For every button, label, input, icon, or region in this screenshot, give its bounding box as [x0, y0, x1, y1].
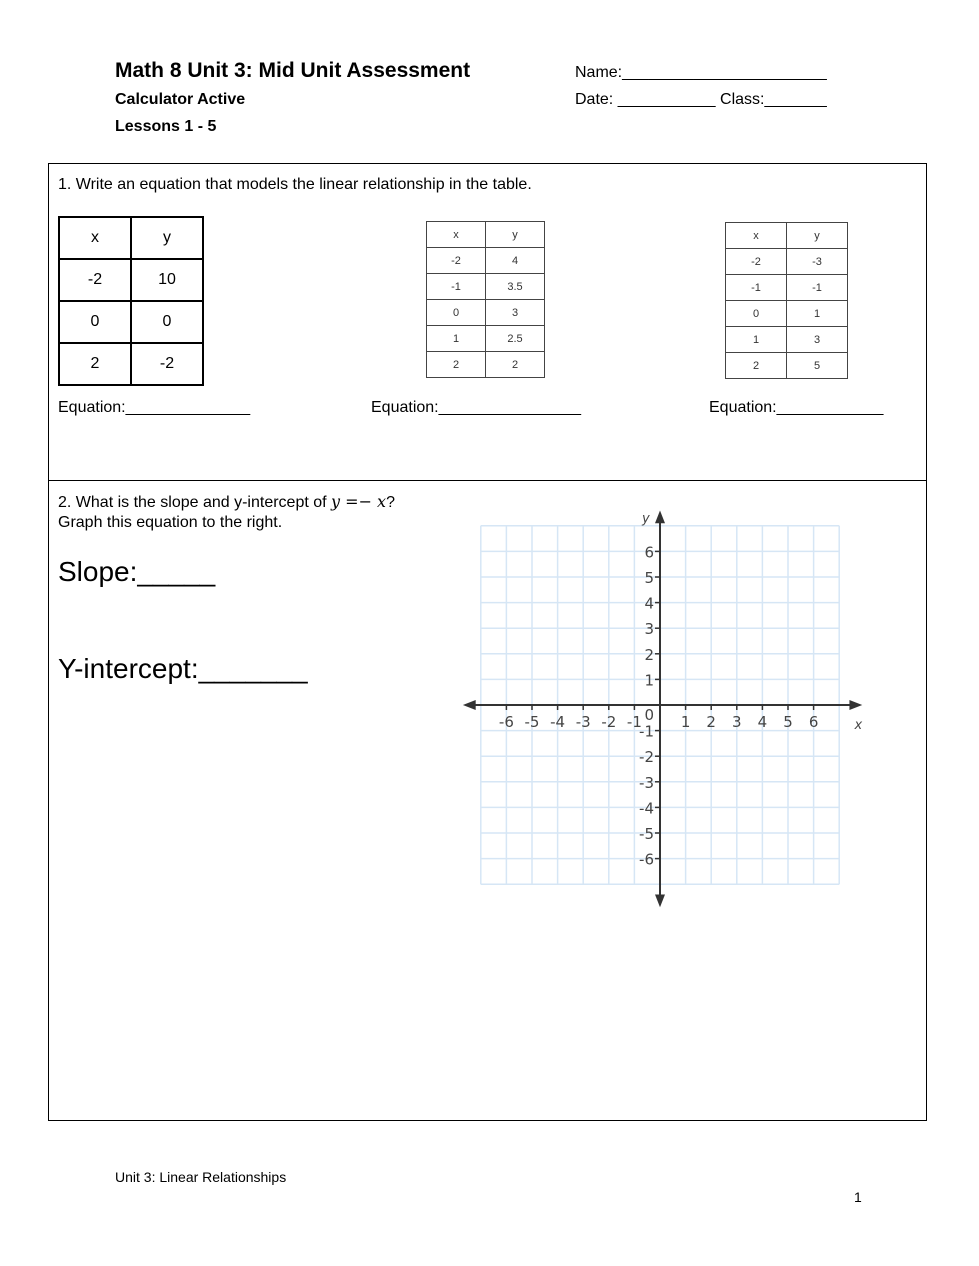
table-row — [726, 327, 848, 353]
table-cell: 3.5 — [486, 274, 545, 300]
x-tick-label: -5 — [524, 713, 540, 731]
y-tick-label: 5 — [644, 569, 654, 587]
table-row — [59, 301, 203, 343]
y-tick-label: -6 — [639, 850, 654, 869]
q1-prompt: 1. Write an equation that models the linear relationship in the table. — [58, 176, 532, 193]
lessons-label: Lessons 1 - 5 — [115, 118, 217, 135]
x-tick-label: -4 — [550, 713, 566, 731]
column-header: y — [787, 223, 848, 249]
x-tick-label: 5 — [783, 713, 793, 731]
y-axis-label: y — [642, 511, 650, 527]
table-row — [427, 300, 545, 326]
table-cell: -2 — [726, 249, 787, 275]
footer-text: Unit 3: Linear Relationships — [115, 1169, 287, 1185]
table-cell: -1 — [726, 275, 787, 301]
y-tick-label: -2 — [639, 748, 654, 767]
table-cell: 1 — [726, 327, 787, 353]
y-tick-label: 4 — [644, 594, 654, 613]
page-number: 1 — [854, 1189, 862, 1205]
name-field[interactable]: Name:_______________________ — [575, 64, 827, 81]
table-2 — [426, 221, 545, 378]
table-header-row — [427, 222, 545, 248]
y-tick-label: -4 — [639, 799, 654, 818]
equation-1-field[interactable]: Equation:______________ — [58, 399, 251, 416]
page-title: Math 8 Unit 3: Mid Unit Assessment — [115, 59, 471, 82]
x-tick-label: 6 — [808, 713, 819, 731]
x-tick-label: -1 — [626, 713, 642, 731]
column-header: x — [427, 222, 486, 248]
table-cell: -3 — [787, 249, 848, 275]
y-tick-label: 3 — [644, 620, 654, 639]
y-tick-label: -1 — [639, 722, 654, 741]
y-tick-label: 1 — [644, 671, 654, 690]
table-row — [726, 353, 848, 379]
table-cell: 5 — [787, 353, 848, 379]
table-3 — [725, 222, 848, 379]
column-header: x — [726, 223, 787, 249]
q2-prompt-suffix: ? — [386, 494, 395, 511]
y-tick-label: 6 — [644, 543, 654, 562]
x-tick-label: -3 — [575, 713, 591, 731]
table-header-row — [726, 223, 848, 249]
table-cell: 2 — [59, 343, 131, 385]
table-cell: 1 — [427, 326, 486, 352]
equation-2-field[interactable]: Equation:________________ — [371, 399, 581, 416]
table-cell: 3 — [486, 300, 545, 326]
x-axis-right-arrow — [849, 700, 862, 710]
table-row — [427, 274, 545, 300]
q2-prompt — [58, 492, 395, 512]
table-cell: -1 — [787, 275, 848, 301]
table-row — [726, 249, 848, 275]
table-cell: 3 — [787, 327, 848, 353]
table-row — [427, 326, 545, 352]
table-row — [59, 343, 203, 385]
slope-field[interactable]: Slope:_____ — [58, 556, 216, 587]
question-divider — [49, 480, 926, 481]
x-tick-label: 2 — [706, 713, 716, 731]
date-class-field[interactable]: Date: ___________ Class:_______ — [575, 91, 827, 108]
table-cell: 2 — [726, 353, 787, 379]
column-header: x — [59, 217, 131, 259]
origin-label: 0 — [644, 706, 654, 724]
y-intercept-field[interactable]: Y-intercept:_______ — [58, 653, 308, 684]
x-tick-label: -6 — [498, 713, 514, 731]
x-tick-label: 3 — [732, 713, 742, 731]
table-row — [427, 248, 545, 274]
table-1 — [58, 216, 204, 386]
x-tick-label: 1 — [680, 713, 691, 731]
table-cell: 4 — [486, 248, 545, 274]
table-row — [726, 301, 848, 327]
table-cell: -2 — [59, 259, 131, 301]
y-axis-up-arrow — [655, 510, 665, 523]
table-cell: 2.5 — [486, 326, 545, 352]
table-cell: 0 — [726, 301, 787, 327]
coordinate-grid[interactable] — [455, 500, 875, 910]
table-cell: 0 — [427, 300, 486, 326]
calculator-note: Calculator Active — [115, 91, 246, 108]
table-cell: 10 — [131, 259, 203, 301]
x-axis-label: x — [854, 718, 863, 733]
y-tick-label: 2 — [644, 645, 654, 664]
table-row — [427, 352, 545, 378]
q2-equation: y =− x — [331, 492, 387, 511]
table-cell: -2 — [427, 248, 486, 274]
table-cell: 2 — [486, 352, 545, 378]
x-tick-label: -2 — [601, 713, 617, 731]
x-tick-label: 4 — [757, 713, 768, 731]
table-row — [59, 259, 203, 301]
q2-prompt-prefix: 2. What is the slope and y-intercept of — [58, 494, 332, 511]
q2-instruction: Graph this equation to the right. — [58, 514, 283, 531]
table-cell: 0 — [131, 301, 203, 343]
y-axis-down-arrow — [655, 894, 665, 907]
table-row — [726, 275, 848, 301]
table-cell: -1 — [427, 274, 486, 300]
column-header: y — [131, 217, 203, 259]
table-cell: -2 — [131, 343, 203, 385]
x-axis-left-arrow — [463, 700, 476, 710]
table-cell: 1 — [787, 301, 848, 327]
table-cell: 2 — [427, 352, 486, 378]
column-header: y — [486, 222, 545, 248]
table-cell: 0 — [59, 301, 131, 343]
table-header-row — [59, 217, 203, 259]
y-tick-label: -3 — [639, 773, 654, 792]
y-tick-label: -5 — [639, 825, 654, 843]
equation-3-field[interactable]: Equation:____________ — [709, 399, 884, 416]
